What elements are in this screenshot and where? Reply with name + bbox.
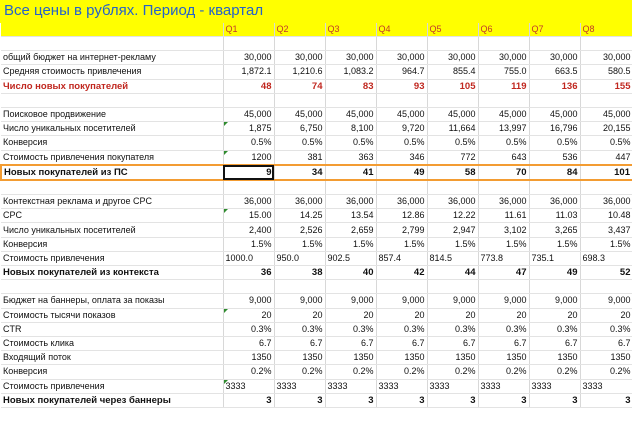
row-label[interactable]: Новых покупателей из контекста (1, 266, 223, 280)
value-cell-q6[interactable]: 643 (478, 150, 529, 165)
value-cell-q2[interactable] (274, 180, 325, 195)
value-cell-q8[interactable] (580, 180, 632, 195)
value-cell-q5[interactable]: 12.22 (427, 209, 478, 223)
value-cell-q3[interactable]: 40 (325, 266, 376, 280)
value-cell-q2[interactable]: 6,750 (274, 122, 325, 136)
value-cell-q4[interactable]: 42 (376, 266, 427, 280)
value-cell-q4[interactable]: 0.5% (376, 136, 427, 150)
row-label[interactable]: Новых покупателей из ПС (1, 165, 223, 180)
value-cell-q6[interactable]: 13,997 (478, 122, 529, 136)
value-cell-q4[interactable]: 9,000 (376, 294, 427, 308)
value-cell-q4[interactable]: 6.7 (376, 336, 427, 350)
value-cell-q8[interactable] (580, 280, 632, 294)
value-cell-q8[interactable]: 3333 (580, 379, 632, 393)
value-cell-q5[interactable]: 105 (427, 79, 478, 93)
value-cell-q3[interactable]: 1.5% (325, 237, 376, 251)
value-cell-q5[interactable]: 11,664 (427, 122, 478, 136)
value-cell-q5[interactable] (427, 93, 478, 107)
value-cell-q4[interactable]: 0.2% (376, 365, 427, 379)
value-cell-q2[interactable]: 2,526 (274, 223, 325, 237)
row-label[interactable]: Число новых покупателей (1, 79, 223, 93)
value-cell-q7[interactable]: 0.5% (529, 136, 580, 150)
row-label[interactable]: CTR (1, 322, 223, 336)
value-cell-q6[interactable]: 9,000 (478, 294, 529, 308)
row-label[interactable]: Число уникальных посетителей (1, 223, 223, 237)
value-cell-q3[interactable]: 3333 (325, 379, 376, 393)
value-cell-q2[interactable]: 36,000 (274, 195, 325, 209)
value-cell-q7[interactable]: 1350 (529, 351, 580, 365)
row-label[interactable] (1, 93, 223, 107)
quarter-header-q6[interactable]: Q6 (478, 23, 529, 37)
spacer-row (1, 180, 632, 195)
value-cell-q3[interactable]: 0.5% (325, 136, 376, 150)
value-cell-q7[interactable] (529, 37, 580, 51)
value-cell-q6[interactable]: 3,102 (478, 223, 529, 237)
value-cell-q6[interactable]: 11.61 (478, 209, 529, 223)
value-cell-q3[interactable]: 20 (325, 308, 376, 322)
value-cell-q7[interactable]: 0.2% (529, 365, 580, 379)
value-cell-q5[interactable]: 855.4 (427, 65, 478, 79)
value-cell-q4[interactable]: 2,799 (376, 223, 427, 237)
value-cell-q2[interactable]: 45,000 (274, 107, 325, 121)
value-cell-q5[interactable]: 6.7 (427, 336, 478, 350)
value-cell-q6[interactable]: 0.5% (478, 136, 529, 150)
value-cell-q2[interactable]: 3333 (274, 379, 325, 393)
value-cell-q6[interactable] (478, 37, 529, 51)
quarter-header-q2[interactable]: Q2 (274, 23, 325, 37)
value-cell-q1[interactable]: 48 (223, 79, 274, 93)
value-cell-q3[interactable]: 0.2% (325, 365, 376, 379)
row-label[interactable]: Конверсия (1, 136, 223, 150)
value-cell-q1[interactable]: 6.7 (223, 336, 274, 350)
table-row (1, 379, 632, 393)
value-cell-q3[interactable]: 45,000 (325, 107, 376, 121)
value-cell-q3[interactable]: 0.3% (325, 322, 376, 336)
value-cell-q8[interactable]: 0.3% (580, 322, 632, 336)
value-cell-q1[interactable]: 2,400 (223, 223, 274, 237)
value-cell-q6[interactable]: 3 (478, 393, 529, 407)
value-cell-q5[interactable]: 45,000 (427, 107, 478, 121)
value-cell-q6[interactable]: 0.2% (478, 365, 529, 379)
value-cell-q7[interactable]: 3 (529, 393, 580, 407)
value-cell-q6[interactable]: 119 (478, 79, 529, 93)
row-label[interactable] (1, 280, 223, 294)
row-label[interactable] (1, 37, 223, 51)
table-row (1, 393, 632, 407)
value-cell-q2[interactable]: 1350 (274, 351, 325, 365)
value-cell-q8[interactable]: 6.7 (580, 336, 632, 350)
value-cell-q3[interactable]: 8,100 (325, 122, 376, 136)
table-row (1, 150, 632, 165)
value-cell-q4[interactable]: 857.4 (376, 251, 427, 265)
value-cell-q8[interactable]: 101 (580, 165, 632, 180)
value-cell-q2[interactable]: 34 (274, 165, 325, 180)
value-cell-q3[interactable]: 1350 (325, 351, 376, 365)
value-cell-q4[interactable]: 49 (376, 165, 427, 180)
value-cell-q1[interactable]: 3333 (223, 379, 274, 393)
value-cell-q4[interactable]: 1.5% (376, 237, 427, 251)
value-cell-q6[interactable]: 0.3% (478, 322, 529, 336)
value-cell-q8[interactable]: 20,155 (580, 122, 632, 136)
value-cell-q1[interactable]: 1.5% (223, 237, 274, 251)
value-cell-q7[interactable]: 49 (529, 266, 580, 280)
value-cell-q7[interactable]: 20 (529, 308, 580, 322)
value-cell-q8[interactable] (580, 93, 632, 107)
value-cell-q8[interactable]: 52 (580, 266, 632, 280)
table-row (1, 308, 632, 322)
value-cell-q6[interactable] (478, 180, 529, 195)
value-cell-q2[interactable]: 0.5% (274, 136, 325, 150)
value-cell-q7[interactable]: 9,000 (529, 294, 580, 308)
value-cell-q4[interactable]: 3333 (376, 379, 427, 393)
value-cell-q1[interactable]: 1200 (223, 150, 274, 165)
value-cell-q7[interactable]: 30,000 (529, 51, 580, 65)
value-cell-q7[interactable]: 45,000 (529, 107, 580, 121)
value-cell-q3[interactable]: 1,083.2 (325, 65, 376, 79)
quarter-header-q3[interactable]: Q3 (325, 23, 376, 37)
table-row (1, 65, 632, 79)
row-label[interactable]: Стоимость привлечения покупателя (1, 150, 223, 165)
value-cell-q1[interactable]: 9,000 (223, 294, 274, 308)
value-cell-q4[interactable] (376, 180, 427, 195)
quarter-header-q4[interactable]: Q4 (376, 23, 427, 37)
value-cell-q2[interactable]: 6.7 (274, 336, 325, 350)
value-cell-q2[interactable]: 14.25 (274, 209, 325, 223)
row-label[interactable]: Входящий поток (1, 351, 223, 365)
value-cell-q4[interactable] (376, 93, 427, 107)
row-label[interactable]: Стоимость привлечения (1, 251, 223, 265)
value-cell-q6[interactable]: 3333 (478, 379, 529, 393)
value-cell-q1[interactable] (223, 93, 274, 107)
value-cell-q5[interactable]: 3333 (427, 379, 478, 393)
value-cell-q8[interactable]: 36,000 (580, 195, 632, 209)
row-label[interactable]: Контекстная реклама и другое CPC (1, 195, 223, 209)
value-cell-q7[interactable] (529, 93, 580, 107)
value-cell-q4[interactable]: 12.86 (376, 209, 427, 223)
row-label[interactable]: общий бюджет на интернет-рекламу (1, 51, 223, 65)
value-cell-q5[interactable]: 1.5% (427, 237, 478, 251)
row-label[interactable]: Новых покупателей через баннеры (1, 393, 223, 407)
row-label[interactable]: Число уникальных посетителей (1, 122, 223, 136)
spacer-row (1, 37, 632, 51)
value-cell-q2[interactable]: 1.5% (274, 237, 325, 251)
value-cell-q1[interactable]: 45,000 (223, 107, 274, 121)
value-cell-q5[interactable]: 0.2% (427, 365, 478, 379)
value-cell-q2[interactable]: 74 (274, 79, 325, 93)
value-cell-q1[interactable]: 30,000 (223, 51, 274, 65)
value-cell-q7[interactable]: 735.1 (529, 251, 580, 265)
table-row (1, 294, 632, 308)
value-cell-q8[interactable]: 30,000 (580, 51, 632, 65)
table-row (1, 336, 632, 350)
value-cell-q4[interactable]: 346 (376, 150, 427, 165)
table-row (1, 51, 632, 65)
value-cell-q4[interactable]: 9,720 (376, 122, 427, 136)
row-label[interactable]: Поисковое продвижение (1, 107, 223, 121)
value-cell-q5[interactable]: 3 (427, 393, 478, 407)
value-cell-q5[interactable]: 20 (427, 308, 478, 322)
value-cell-q1[interactable]: 1,875 (223, 122, 274, 136)
value-cell-q8[interactable]: 3 (580, 393, 632, 407)
value-cell-q3[interactable]: 13.54 (325, 209, 376, 223)
value-cell-q4[interactable] (376, 280, 427, 294)
value-cell-q3[interactable] (325, 280, 376, 294)
value-cell-q3[interactable] (325, 37, 376, 51)
value-cell-q5[interactable] (427, 37, 478, 51)
value-cell-q6[interactable]: 20 (478, 308, 529, 322)
value-cell-q8[interactable]: 10.48 (580, 209, 632, 223)
value-cell-q8[interactable]: 1350 (580, 351, 632, 365)
value-cell-q7[interactable]: 16,796 (529, 122, 580, 136)
row-label[interactable]: Бюджет на баннеры, оплата за показы (1, 294, 223, 308)
value-cell-q3[interactable]: 36,000 (325, 195, 376, 209)
row-label[interactable]: Конверсия (1, 365, 223, 379)
table-row (1, 107, 632, 121)
value-cell-q6[interactable]: 30,000 (478, 51, 529, 65)
value-cell-q8[interactable] (580, 37, 632, 51)
quarter-header-q1[interactable]: Q1 (223, 23, 274, 37)
row-label[interactable]: Конверсия (1, 237, 223, 251)
value-cell-q7[interactable] (529, 280, 580, 294)
value-cell-q7[interactable]: 36,000 (529, 195, 580, 209)
value-cell-q2[interactable] (274, 280, 325, 294)
value-cell-q7[interactable]: 1.5% (529, 237, 580, 251)
value-cell-q2[interactable]: 1,210.6 (274, 65, 325, 79)
table-row (1, 351, 632, 365)
table-row (1, 195, 632, 209)
value-cell-q5[interactable]: 0.3% (427, 322, 478, 336)
value-cell-q2[interactable]: 0.2% (274, 365, 325, 379)
value-cell-q6[interactable]: 36,000 (478, 195, 529, 209)
value-cell-q8[interactable]: 580.5 (580, 65, 632, 79)
value-cell-q1[interactable]: 20 (223, 308, 274, 322)
value-cell-q3[interactable]: 363 (325, 150, 376, 165)
value-cell-q3[interactable] (325, 180, 376, 195)
table-row (1, 322, 632, 336)
quarter-header-row (1, 23, 632, 37)
value-cell-q1[interactable]: 0.3% (223, 322, 274, 336)
value-cell-q4[interactable]: 36,000 (376, 195, 427, 209)
table-row (1, 209, 632, 223)
value-cell-q6[interactable]: 773.8 (478, 251, 529, 265)
value-cell-q8[interactable]: 698.3 (580, 251, 632, 265)
value-cell-q7[interactable]: 3,265 (529, 223, 580, 237)
value-cell-q8[interactable]: 9,000 (580, 294, 632, 308)
value-cell-q1[interactable]: 0.2% (223, 365, 274, 379)
value-cell-q6[interactable] (478, 93, 529, 107)
value-cell-q5[interactable]: 2,947 (427, 223, 478, 237)
table-row (1, 136, 632, 150)
sheet-title: Все цены в рублях. Период - квартал (4, 2, 264, 19)
value-cell-q8[interactable]: 20 (580, 308, 632, 322)
quarter-header-q7[interactable]: Q7 (529, 23, 580, 37)
value-cell-q2[interactable]: 38 (274, 266, 325, 280)
value-cell-q2[interactable]: 950.0 (274, 251, 325, 265)
value-cell-q5[interactable]: 814.5 (427, 251, 478, 265)
table-row (1, 237, 632, 251)
value-cell-q5[interactable]: 1350 (427, 351, 478, 365)
value-cell-q5[interactable]: 58 (427, 165, 478, 180)
value-cell-q1[interactable]: 1000.0 (223, 251, 274, 265)
value-cell-q2[interactable]: 9,000 (274, 294, 325, 308)
row-label[interactable]: CPC (1, 209, 223, 223)
value-cell-q8[interactable]: 447 (580, 150, 632, 165)
value-cell-q4[interactable]: 1350 (376, 351, 427, 365)
value-cell-q4[interactable] (376, 37, 427, 51)
row-label[interactable]: Стоимость клика (1, 336, 223, 350)
quarter-header-q5[interactable]: Q5 (427, 23, 478, 37)
value-cell-q6[interactable]: 70 (478, 165, 529, 180)
value-cell-q2[interactable]: 3 (274, 393, 325, 407)
value-cell-q2[interactable]: 381 (274, 150, 325, 165)
spacer-row (1, 280, 632, 294)
value-cell-q3[interactable]: 9,000 (325, 294, 376, 308)
value-cell-q8[interactable]: 155 (580, 79, 632, 93)
value-cell-q2[interactable]: 20 (274, 308, 325, 322)
row-label[interactable] (1, 180, 223, 195)
value-cell-q1[interactable]: 9 (223, 165, 274, 180)
value-cell-q6[interactable]: 47 (478, 266, 529, 280)
value-cell-q7[interactable]: 11.03 (529, 209, 580, 223)
value-cell-q1[interactable]: 0.5% (223, 136, 274, 150)
value-cell-q7[interactable]: 536 (529, 150, 580, 165)
value-cell-q1[interactable] (223, 37, 274, 51)
value-cell-q8[interactable]: 0.2% (580, 365, 632, 379)
value-cell-q1[interactable]: 15.00 (223, 209, 274, 223)
table-row (1, 79, 632, 93)
value-cell-q3[interactable]: 902.5 (325, 251, 376, 265)
row-label[interactable]: Стоимость привлечения (1, 379, 223, 393)
value-cell-q3[interactable]: 2,659 (325, 223, 376, 237)
value-cell-q5[interactable] (427, 280, 478, 294)
value-cell-q5[interactable] (427, 180, 478, 195)
value-cell-q7[interactable]: 136 (529, 79, 580, 93)
header-corner-cell[interactable] (1, 23, 223, 37)
value-cell-q5[interactable]: 44 (427, 266, 478, 280)
value-cell-q1[interactable]: 36 (223, 266, 274, 280)
value-cell-q3[interactable]: 41 (325, 165, 376, 180)
title-bar[interactable] (0, 0, 632, 23)
value-cell-q6[interactable]: 1350 (478, 351, 529, 365)
table-row (1, 223, 632, 237)
value-cell-q4[interactable]: 0.3% (376, 322, 427, 336)
value-cell-q2[interactable] (274, 37, 325, 51)
value-cell-q2[interactable]: 30,000 (274, 51, 325, 65)
quarter-header-q8[interactable]: Q8 (580, 23, 632, 37)
value-cell-q1[interactable] (223, 180, 274, 195)
value-cell-q1[interactable]: 36,000 (223, 195, 274, 209)
table-row (1, 266, 632, 280)
value-cell-q2[interactable] (274, 93, 325, 107)
data-table (0, 23, 632, 408)
value-cell-q2[interactable]: 0.3% (274, 322, 325, 336)
value-cell-q4[interactable]: 20 (376, 308, 427, 322)
value-cell-q8[interactable]: 1.5% (580, 237, 632, 251)
row-label[interactable]: Стоимость тысячи показов (1, 308, 223, 322)
table-row (1, 165, 632, 180)
value-cell-q5[interactable]: 36,000 (427, 195, 478, 209)
value-cell-q1[interactable]: 3 (223, 393, 274, 407)
value-cell-q8[interactable]: 45,000 (580, 107, 632, 121)
value-cell-q1[interactable]: 1,872.1 (223, 65, 274, 79)
value-cell-q1[interactable] (223, 280, 274, 294)
value-cell-q8[interactable]: 3,437 (580, 223, 632, 237)
table-row (1, 122, 632, 136)
value-cell-q3[interactable] (325, 93, 376, 107)
value-cell-q3[interactable]: 30,000 (325, 51, 376, 65)
value-cell-q7[interactable]: 663.5 (529, 65, 580, 79)
value-cell-q7[interactable]: 6.7 (529, 336, 580, 350)
value-cell-q6[interactable]: 755.0 (478, 65, 529, 79)
value-cell-q4[interactable]: 30,000 (376, 51, 427, 65)
value-cell-q3[interactable]: 83 (325, 79, 376, 93)
value-cell-q7[interactable]: 0.3% (529, 322, 580, 336)
value-cell-q4[interactable]: 964.7 (376, 65, 427, 79)
value-cell-q6[interactable]: 45,000 (478, 107, 529, 121)
value-cell-q7[interactable]: 3333 (529, 379, 580, 393)
value-cell-q5[interactable]: 772 (427, 150, 478, 165)
value-cell-q5[interactable]: 9,000 (427, 294, 478, 308)
value-cell-q7[interactable]: 84 (529, 165, 580, 180)
table-row (1, 365, 632, 379)
value-cell-q6[interactable] (478, 280, 529, 294)
value-cell-q5[interactable]: 0.5% (427, 136, 478, 150)
value-cell-q8[interactable]: 0.5% (580, 136, 632, 150)
value-cell-q3[interactable]: 6.7 (325, 336, 376, 350)
value-cell-q4[interactable]: 93 (376, 79, 427, 93)
spacer-row (1, 93, 632, 107)
value-cell-q5[interactable]: 30,000 (427, 51, 478, 65)
value-cell-q3[interactable]: 3 (325, 393, 376, 407)
table-row (1, 251, 632, 265)
value-cell-q6[interactable]: 1.5% (478, 237, 529, 251)
row-label[interactable]: Средняя стоимость привлечения (1, 65, 223, 79)
value-cell-q4[interactable]: 3 (376, 393, 427, 407)
value-cell-q6[interactable]: 6.7 (478, 336, 529, 350)
value-cell-q1[interactable]: 1350 (223, 351, 274, 365)
value-cell-q7[interactable] (529, 180, 580, 195)
value-cell-q4[interactable]: 45,000 (376, 107, 427, 121)
